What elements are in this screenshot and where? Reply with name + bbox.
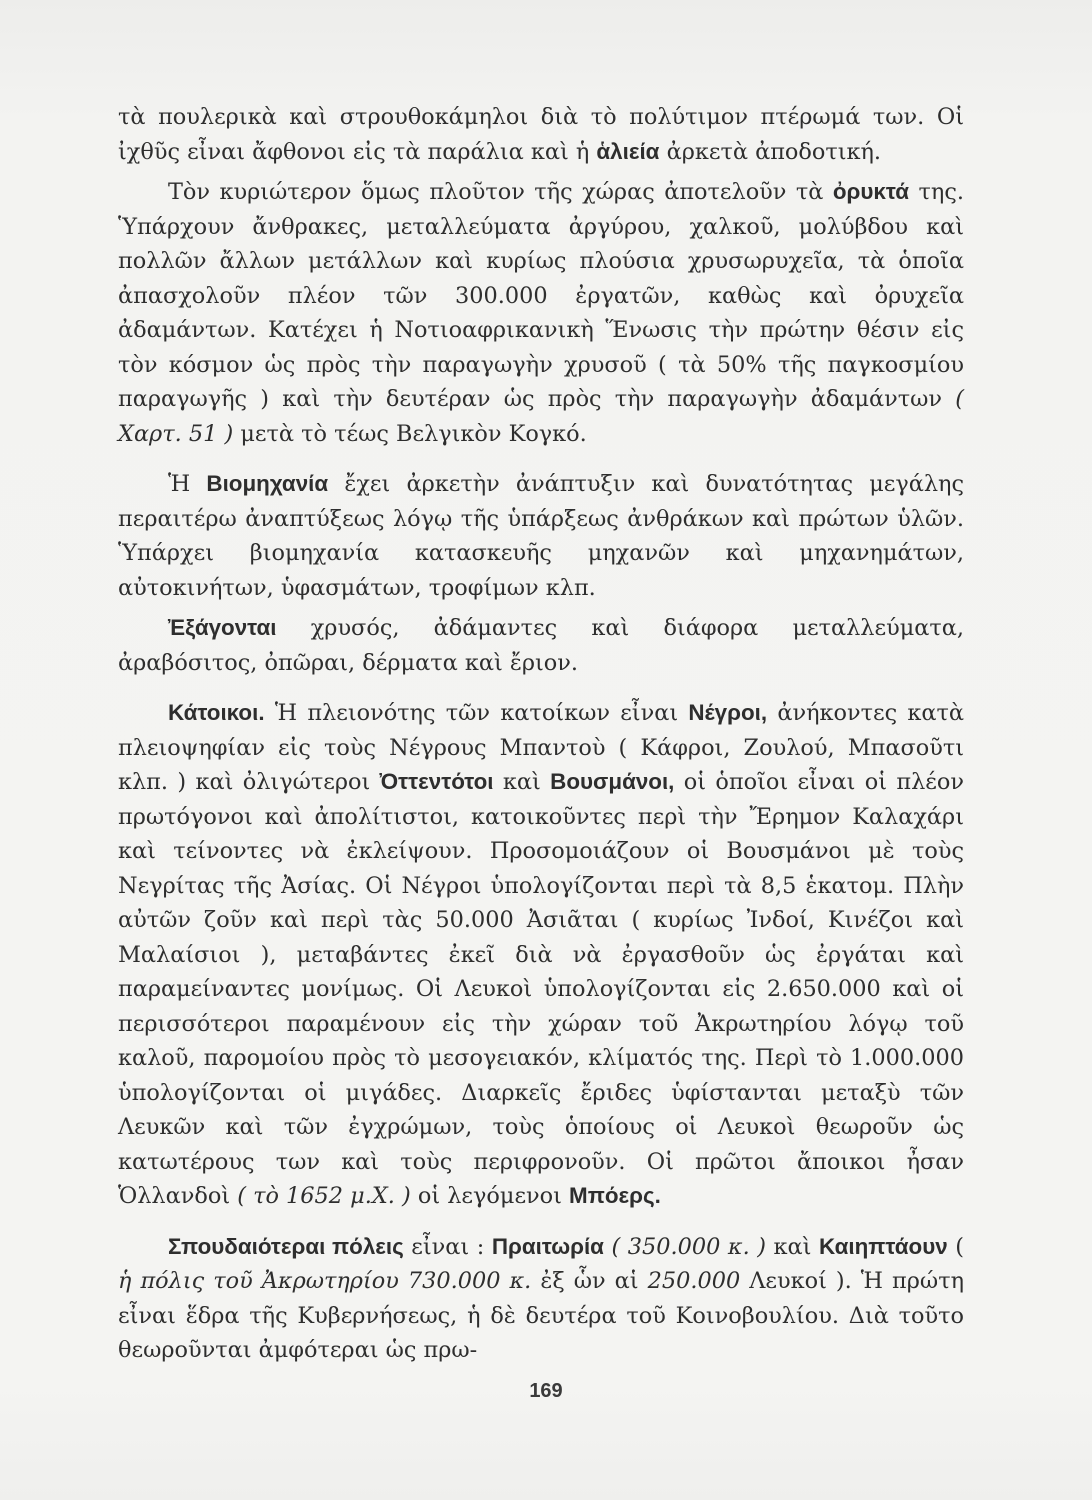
text-segment: Τὸν κυριώτερον ὅμως πλοῦτον τῆς χώρας ἀποτελοῦν τὰ	[168, 179, 833, 205]
text-segment: ἀρκετὰ ἀποδοτική.	[659, 138, 882, 165]
bold-term-capetown: Καιηπτάουν	[818, 1233, 948, 1259]
paragraph-fauna	[118, 100, 964, 169]
text-segment: εἶναι :	[403, 1233, 492, 1260]
text-segment: οἱ ὁποῖοι εἶναι οἱ πλέον πρωτόγονοι καὶ ἀπολίτιστοι, κατοικοῦντες περὶ τὴν Ἔρημον Καλαχάρι καὶ τείνοντες νὰ ἐκλείψουν. Προσομοιάζουν οἱ Βουσμάνοι μὲ τοὺς Νεγρίτας τῆς Ἀσίας. Οἱ Νέγροι ὑπολογίζονται περὶ τὰ 8,5 ἑκατομ. Πλὴν αὐτῶν ζοῦν καὶ περὶ τὰς 50.000 Ἀσιᾶται ( κυρίως Ἰνδοί, Κινέζοι καὶ Μαλαίσιοι ), μεταβάντες ἐκεῖ διὰ νὰ ἐργασθοῦν ὡς ἐργάται καὶ παραμείναντες μονίμως. Οἱ Λευκοὶ ὑπολογίζονται εἰς 2.650.000 καὶ οἱ περισσότεροι παραμένουν εἰς τὴν χώραν τοῦ Ἀκρωτηρίου λόγῳ τοῦ καλοῦ, παρομοίου πρὸς τὸ μεσογειακόν, κλίματός της. Περὶ τὸ 1.000.000 ὑπολογίζονται οἱ μιγάδες. Διαρκεῖς ἔριδες ὑφίστανται μεταξὺ τῶν Λευκῶν καὶ τῶν ἐγχρώμων, τοὺς ὁποίους οἱ Λευκοὶ θεωροῦν ὡς κατωτέρους των καὶ τοὺς περιφρονοῦν. Οἱ πρῶτοι ἄποικοι ἦσαν Ὁλλανδοὶ	[118, 769, 964, 1209]
body-text	[118, 100, 964, 1368]
bold-term-important-cities: Σπουδαιότεραι πόλεις	[168, 1233, 404, 1259]
paragraph-minerals	[118, 175, 964, 451]
bold-term-exports: Ἐξάγονται	[168, 615, 277, 640]
text-segment: μετὰ τὸ τέως Βελγικὸν Κογκό.	[233, 420, 587, 447]
text-segment: ἔχει ἀρκετὴν ἀνάπτυξιν καὶ δυνατότητας μεγάλης περαιτέρω ἀναπτύξεως λόγῳ τῆς ὑπάρξεως ἀνθράκων καὶ πρώτων ὑλῶν. Ὑπάρχει βιομηχανία κατασκευῆς μηχανῶν καὶ μηχανημάτων, αὐτοκινήτων, ὑφασμάτων, τροφίμων κλπ.	[118, 471, 964, 601]
map-reference: ( Χαρτ. 51 )	[118, 386, 964, 447]
bold-term-industry: Βιομηχανία	[206, 471, 329, 496]
paragraph-industry	[118, 467, 964, 605]
text-segment: καὶ	[493, 769, 551, 795]
bold-term-fishing: ἁλιεία	[596, 138, 660, 164]
population-pretoria: ( 350.000 κ. )	[611, 1233, 766, 1260]
bold-term-hottentots: Ὀττεντότοι	[379, 769, 494, 794]
text-segment: χρυσός, ἀδάμαντες καὶ διάφορα μεταλλεύματα, ἀραβόσιτος, ὀπῶραι, δέρματα καὶ ἔριον.	[118, 615, 964, 676]
text-segment: Ἡ	[168, 471, 207, 497]
paragraph-cities	[118, 1230, 964, 1368]
paragraph-exports	[118, 611, 964, 680]
paragraph-inhabitants	[118, 696, 964, 1214]
text-segment: οἱ λεγόμενοι	[410, 1183, 570, 1209]
bold-term-negroes: Νέγροι,	[688, 700, 768, 725]
text-segment: ἐξ ὧν αἱ	[531, 1268, 648, 1294]
bold-term-boers: Μπόερς.	[569, 1183, 661, 1208]
text-segment: Ἡ πλειονότης τῶν κατοίκων εἶναι	[264, 700, 689, 726]
page-number: 169	[529, 1380, 563, 1402]
text-segment: καὶ	[765, 1233, 819, 1260]
text-segment: ἀνήκοντες κατὰ πλειοψηφίαν εἰς τοὺς Νέγρους Μπαντοὺ ( Κάφροι, Ζουλού, Μπασοῦτι κλπ. ) καὶ ὀλιγώτεροι	[118, 700, 964, 795]
date-reference: ( τὸ 1652 μ.Χ. )	[237, 1183, 411, 1209]
text-segment: τὰ πουλερικὰ καὶ στρουθοκάμηλοι διὰ τὸ πολύτιμον πτέρωμά των. Οἱ ἰχθῦς εἶναι ἄφθονοι εἰς τὰ παράλια καὶ ἡ	[118, 104, 964, 165]
bold-term-pretoria: Πραιτωρία	[491, 1233, 604, 1259]
text-segment	[604, 1234, 612, 1260]
population-whites: 250.000	[647, 1268, 741, 1294]
bold-term-minerals: ὀρυκτά	[832, 179, 910, 204]
population-capetown: ἡ πόλις τοῦ Ἀκρωτηρίου 730.000 κ.	[118, 1268, 532, 1294]
text-segment: Λευκοί ). Ἡ πρώτη εἶναι ἕδρα τῆς Κυβερνήσεως, ἡ δὲ δευτέρα τοῦ Κοινοβουλίου. Διὰ τοῦτο θεωροῦνται ἀμφότεραι ὡς πρω-	[118, 1268, 964, 1363]
bold-term-bushmen: Βουσμάνοι,	[550, 769, 675, 794]
text-segment: της. Ὑπάρχουν ἄνθρακες, μεταλλεύματα ἀργύρου, χαλκοῦ, μολύβδου καὶ πολλῶν ἄλλων μετάλλων καὶ κυρίως πλούσια χρυσωρυχεῖα, τὰ ὁποῖα ἀπασχολοῦν πλέον τῶν 300.000 ἐργατῶν, καθὼς καὶ ὀρυχεῖα ἀδαμάντων. Κατέχει ἡ Νοτιοαφρικανικὴ Ἕνωσις τὴν πρώτην θέσιν εἰς τὸν κόσμον ὡς πρὸς τὴν παραγωγὴν χρυσοῦ ( τὰ 50% τῆς παγκοσμίου παραγωγῆς ) καὶ τὴν δευτέραν ὡς πρὸς τὴν παραγωγὴν ἀδαμάντων	[118, 179, 964, 412]
text-segment: (	[947, 1233, 964, 1260]
bold-term-inhabitants: Κάτοικοι.	[168, 700, 265, 725]
